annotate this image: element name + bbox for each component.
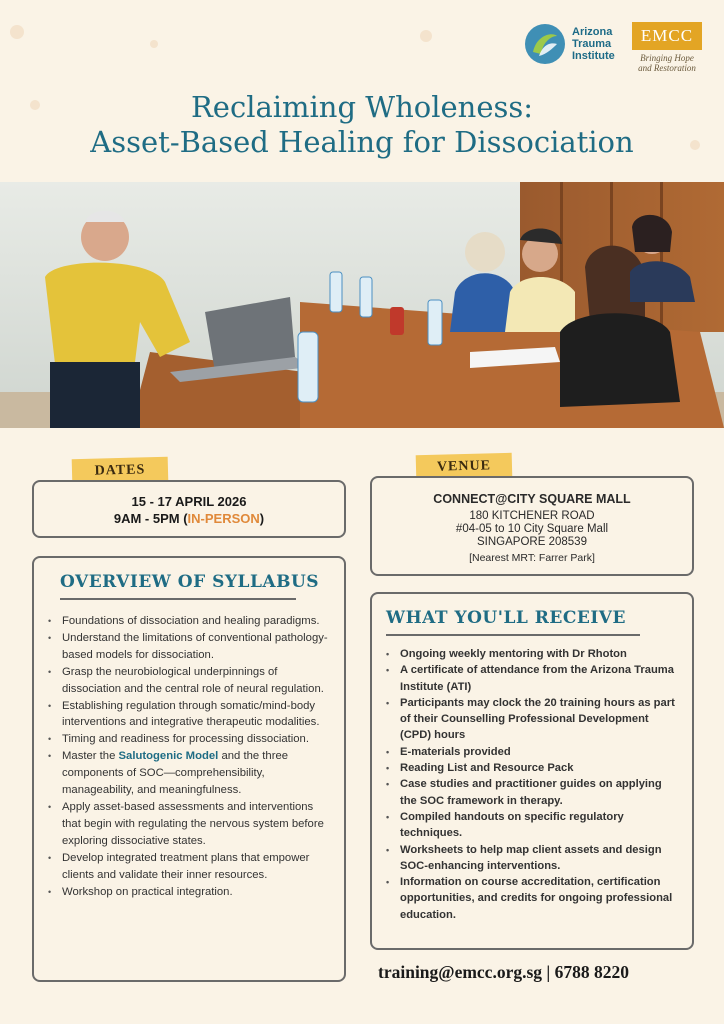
mode-badge: IN-PERSON bbox=[187, 511, 260, 526]
list-item bbox=[48, 748, 330, 799]
venue-name: CONNECT@CITY SQUARE MALL bbox=[433, 492, 631, 506]
contact-line bbox=[378, 962, 629, 983]
dates-tag: DATES bbox=[72, 457, 169, 486]
venue-box bbox=[370, 476, 694, 576]
emcc-wordmark: EMCC bbox=[632, 22, 702, 50]
emcc-tagline-line: and Restoration bbox=[638, 63, 696, 73]
decor-dot bbox=[420, 30, 432, 42]
emcc-tagline bbox=[632, 53, 702, 73]
ati-line: Institute bbox=[572, 50, 615, 62]
workshop-scene-image bbox=[0, 182, 724, 428]
list-item: • Understand the limitations of conventional pathology-based models for dissociation. bbox=[48, 630, 330, 664]
ati-line: Arizona bbox=[572, 26, 613, 38]
emcc-tagline-line: Bringing Hope bbox=[640, 53, 694, 63]
list-item: • Foundations of dissociation and healing paradigms. bbox=[48, 613, 330, 630]
list-item: • Grasp the neurobiological underpinnings of dissociation and the central role of neural regulation. bbox=[48, 664, 330, 698]
ati-logo bbox=[523, 22, 615, 66]
list-item: • Reading List and Resource Pack bbox=[386, 760, 678, 776]
title-line: Asset-Based Healing for Dissociation bbox=[90, 125, 634, 159]
phone-number[interactable]: 6788 8220 bbox=[554, 962, 630, 982]
list-item: • Establishing regulation through somatic/mind-body interventions and integrative therapeutic modalities. bbox=[48, 698, 330, 732]
dates-range: 15 - 17 APRIL 2026 bbox=[131, 494, 247, 509]
venue-address-line: SINGAPORE 208539 bbox=[477, 536, 587, 548]
time-text: 9AM - 5PM ( bbox=[113, 511, 188, 526]
contact-separator: | bbox=[542, 962, 555, 982]
venue-address-line: 180 KITCHENER ROAD bbox=[469, 510, 595, 522]
emcc-logo bbox=[632, 22, 702, 73]
list-item: • Case studies and practitioner guides on applying the SOC framework in therapy. bbox=[386, 776, 678, 809]
venue-tag: VENUE bbox=[416, 453, 513, 482]
ati-line: Trauma bbox=[572, 38, 612, 50]
list-item: • Develop integrated treatment plans that empower clients and validate their inner resources. bbox=[48, 850, 330, 884]
list-item: • Information on course accreditation, certification opportunities, and credits for ongoing professional education. bbox=[386, 874, 678, 923]
receive-list bbox=[386, 646, 678, 923]
email-link[interactable]: training@emcc.org.sg bbox=[378, 962, 543, 982]
receive-box bbox=[370, 592, 694, 950]
receive-rule bbox=[386, 634, 640, 636]
list-item: • Timing and readiness for processing dissociation. bbox=[48, 731, 330, 748]
syllabus-box bbox=[32, 556, 346, 982]
venue-address-line: #04-05 to 10 City Square Mall bbox=[455, 523, 609, 535]
time-close: ) bbox=[259, 511, 265, 526]
title-line: Reclaiming Wholeness: bbox=[190, 90, 534, 124]
receive-title: WHAT YOU'LL RECEIVE bbox=[386, 608, 626, 628]
syllabus-title: OVERVIEW OF SYLLABUS bbox=[60, 572, 320, 592]
list-item: • Workshop on practical integration. bbox=[48, 884, 330, 901]
dates-box bbox=[32, 480, 346, 538]
list-item: • Apply asset-based assessments and interventions that begin with regulating the nervous system before exploring dissociative states. bbox=[48, 799, 330, 850]
venue-mrt: [Nearest MRT: Farrer Park] bbox=[469, 552, 595, 564]
salutogenic-model-highlight: Salutogenic Model bbox=[118, 750, 219, 763]
item-text: Master the bbox=[62, 750, 119, 763]
dates-time bbox=[34, 511, 344, 526]
workshop-photo bbox=[0, 182, 724, 428]
syllabus-list bbox=[48, 613, 330, 900]
list-item: • Worksheets to help map client assets and design SOC-enhancing interventions. bbox=[386, 842, 678, 875]
ati-wordmark bbox=[572, 26, 615, 62]
page-title bbox=[0, 90, 724, 160]
list-item: • Ongoing weekly mentoring with Dr Rhoton bbox=[386, 646, 678, 662]
list-item: • E-materials provided bbox=[386, 744, 678, 760]
syllabus-rule bbox=[60, 598, 296, 600]
list-item: • Compiled handouts on specific regulatory techniques. bbox=[386, 809, 678, 842]
decor-dot bbox=[10, 25, 24, 39]
decor-dot bbox=[150, 40, 158, 48]
item-text: and the three components of SOC—comprehensibility, manageability, and meaningfulness. bbox=[62, 750, 289, 797]
list-item: • Participants may clock the 20 training hours as part of their Counselling Professional Development (CPD) hours bbox=[386, 695, 678, 744]
list-item: • A certificate of attendance from the Arizona Trauma Institute (ATI) bbox=[386, 662, 678, 695]
ati-swirl-icon bbox=[523, 22, 567, 66]
